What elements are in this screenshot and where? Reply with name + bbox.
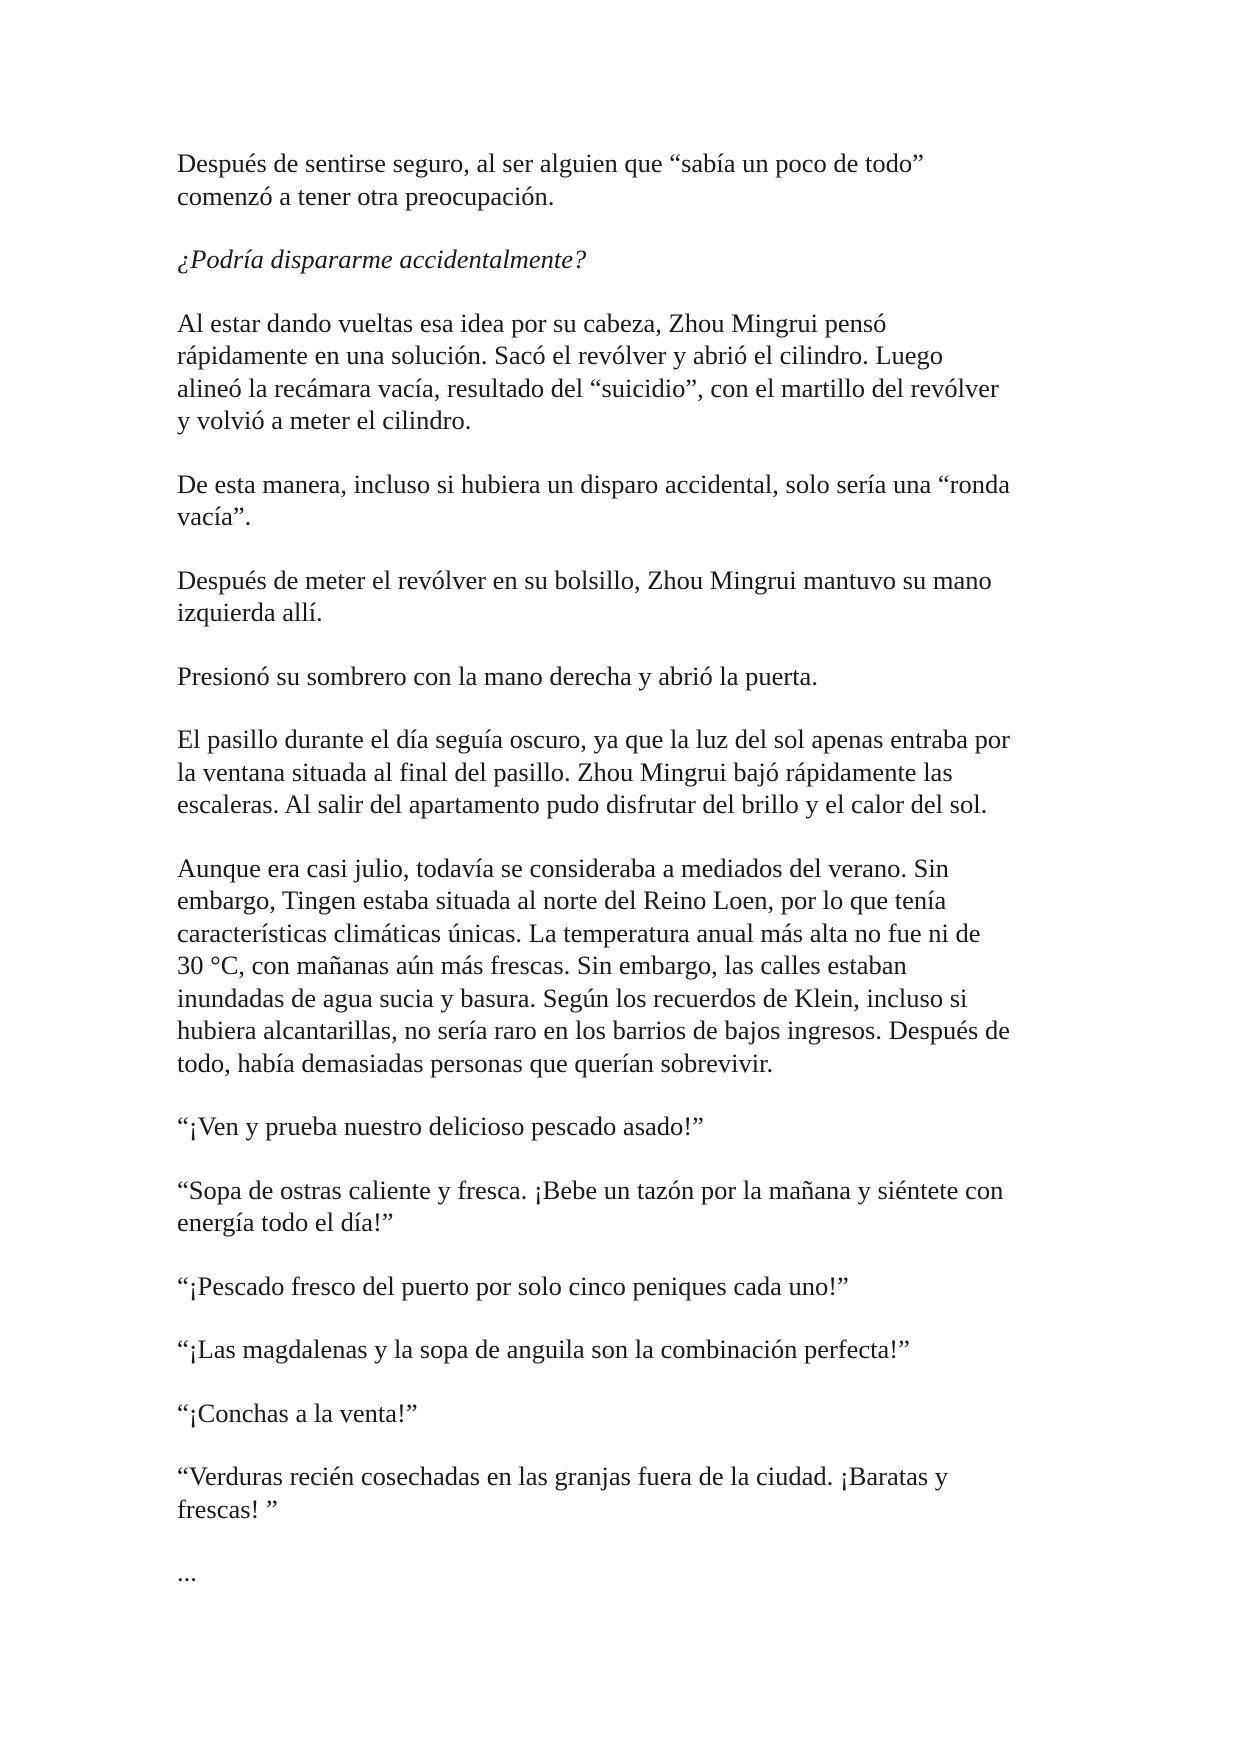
document-body <box>177 147 1077 1620</box>
paragraph-1: Después de sentirse seguro, al ser alguien que “sabía un poco de todo” comenzó a tener otra preocupación. <box>177 148 924 211</box>
paragraph-7: El pasillo durante el día seguía oscuro, ya que la luz del sol apenas entraba por la ventana situada al final del pasillo. Zhou Mingrui bajó rápidamente las escaleras. Al salir del apartamento pudo disfrutar del brillo y el calor del sol. <box>177 724 1010 819</box>
paragraph-6: Presionó su sombrero con la mano derecha y abrió la puerta. <box>177 660 818 691</box>
paragraph-9-quote: “¡Ven y prueba nuestro delicioso pescado asado!” <box>177 1111 704 1141</box>
paragraph-10-quote: “Sopa de ostras caliente y fresca. ¡Bebe un tazón por la mañana y siéntete con energía todo el día!” <box>177 1174 1004 1237</box>
paragraph-14-quote: “Verduras recién cosechadas en las granjas fuera de la ciudad. ¡Baratas y frescas! ” <box>177 1461 949 1524</box>
paragraph-4: De esta manera, incluso si hubiera un disparo accidental, solo sería una “ronda vacía”. <box>177 468 1010 531</box>
paragraph-11-quote: “¡Pescado fresco del puerto por solo cinco peniques cada uno!” <box>177 1270 849 1301</box>
paragraph-8: Aunque era casi julio, todavía se consideraba a mediados del verano. Sin embargo, Tingen estaba situada al norte del Reino Loen, por lo que tenía características climáticas únicas. La temperatura anual más alta no fue ni de 30 °C, con mañanas aún más frescas. Sin embargo, las calles estaban inundadas de agua sucia y basura. Según los recuerdos de Klein, incluso si hubiera alcantarillas, no sería raro en los barrios de bajos ingresos. Después de todo, había demasiadas personas que querían sobrevivir. <box>177 852 1011 1078</box>
paragraph-5: Después de meter el revólver en su bolsillo, Zhou Mingrui mantuvo su mano izquierda allí. <box>177 564 992 627</box>
paragraph-12-quote: “¡Las magdalenas y la sopa de anguila son la combinación perfecta!” <box>177 1334 910 1364</box>
paragraph-13-quote: “¡Conchas a la venta!” <box>177 1397 418 1428</box>
paragraph-2-thought: ¿Podría dispararme accidentalmente? <box>177 244 587 274</box>
paragraph-15-ellipsis: ... <box>177 1557 197 1587</box>
paragraph-3: Al estar dando vueltas esa idea por su cabeza, Zhou Mingrui pensó rápidamente en una solución. Sacó el revólver y abrió el cilindro. Luego alineó la recámara vacía, resultado del “suicidio”, con el martillo del revólver y volvió a meter el cilindro. <box>177 307 999 435</box>
